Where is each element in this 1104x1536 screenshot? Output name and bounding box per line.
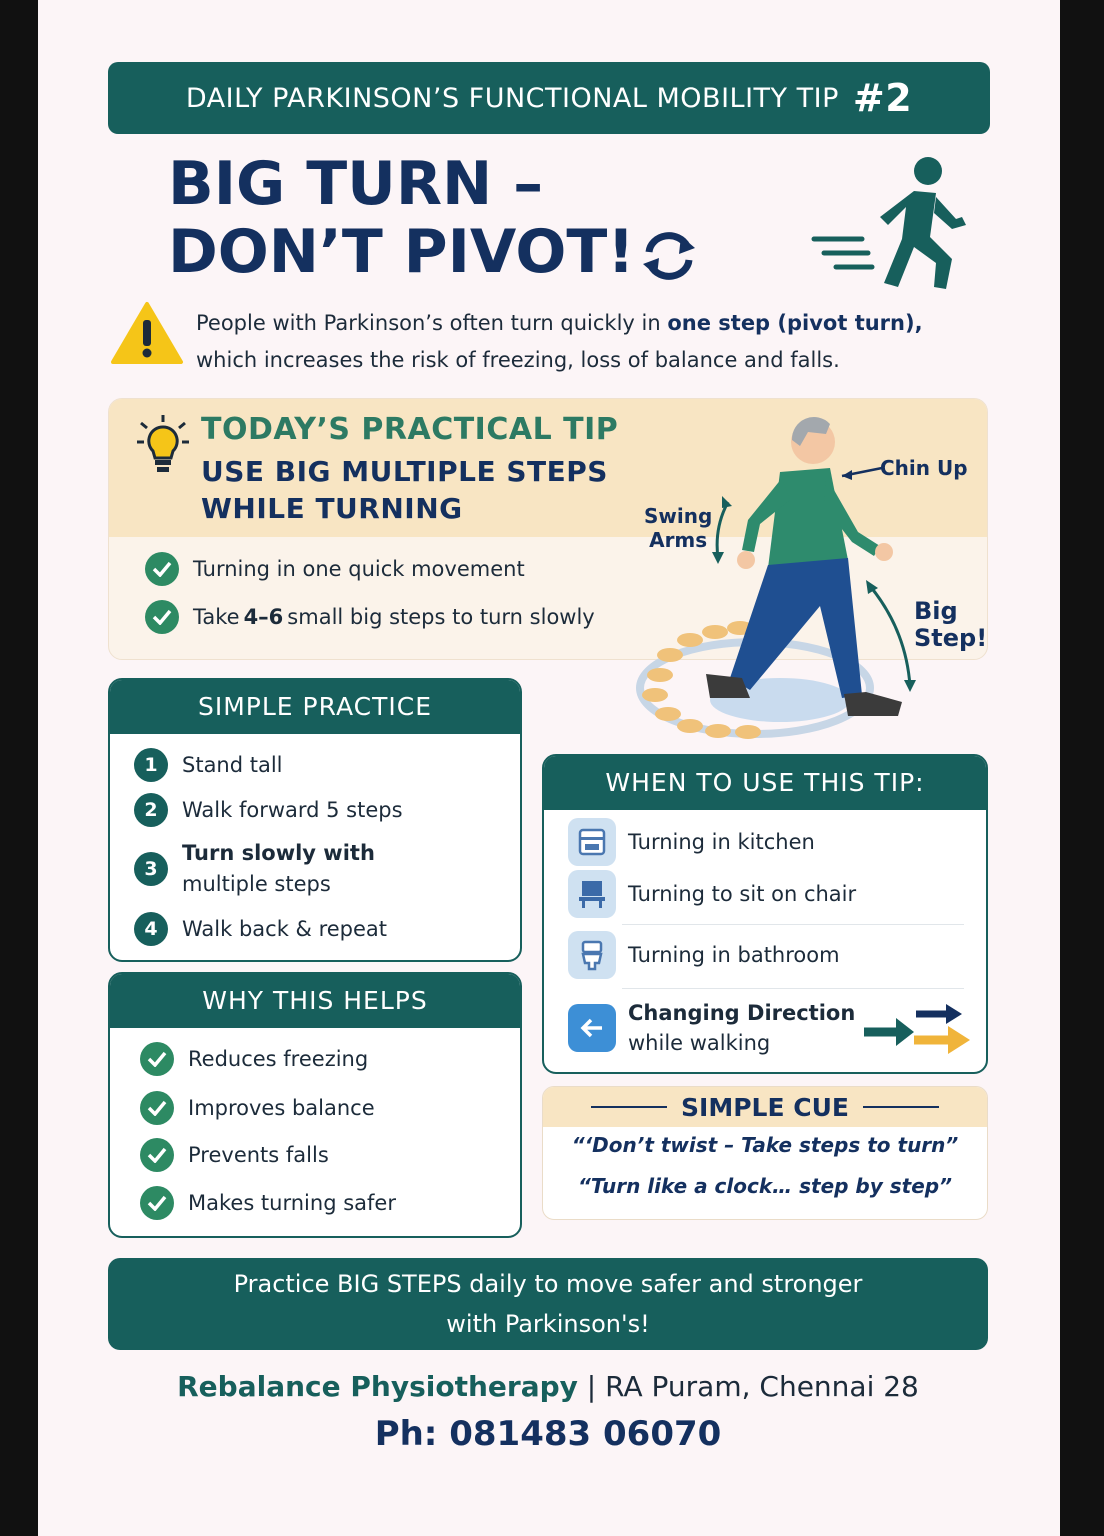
check-icon [140,1091,174,1125]
tip-item [145,552,525,586]
warning-icon [110,300,184,366]
label-swing: Swing [644,504,713,528]
why-item-text: Reduces freezing [188,1047,369,1071]
arrow-left-icon [568,1004,616,1052]
label-swing-arms [644,504,712,552]
why-item [140,1186,396,1220]
step-number: 1 [134,748,168,782]
step-text: Walk forward 5 steps [182,798,403,822]
tip-sub-2: WHILE TURNING [201,492,463,525]
direction-arrows-icon [862,1000,974,1058]
divider [622,988,964,989]
footer-line-1: Practice BIG STEPS daily to move safer and stronger [233,1270,863,1298]
footer-line-2: with Parkinson's! [446,1310,650,1338]
walking-person-icon [810,155,970,295]
why-item [140,1042,368,1076]
practice-step [134,748,283,782]
why-heading: WHY THIS HELPS [110,974,520,1028]
why-item-text: Makes turning safer [188,1191,396,1215]
divider [622,924,964,925]
when-item-text-2: while walking [628,1031,771,1055]
step-text: Stand tall [182,753,283,777]
chair-icon [568,870,616,918]
page-title [168,150,697,286]
cue-line-right [863,1106,939,1108]
when-item [568,870,856,918]
tip-item-text-post: small big steps to turn slowly [287,605,595,629]
title-line-2: DON’T PIVOT! [168,217,635,287]
label-big-step [914,598,987,652]
check-icon [145,552,179,586]
label-step: Step! [914,624,988,652]
lightbulb-icon [135,413,191,475]
why-item [140,1091,375,1125]
practice-step [134,793,403,827]
intro-part-2: which increases the risk of freezing, loss of balance and falls. [196,348,840,372]
cue-quote-1: “‘Don’t twist – Take steps to turn” [571,1133,959,1157]
step-text: Turn slowly with [182,841,375,865]
brand-name: Rebalance Physiotherapy [177,1370,578,1403]
step-text-2: multiple steps [182,872,331,896]
banner-text: DAILY PARKINSON’S FUNCTIONAL MOBILITY TIP [185,82,839,114]
tip-sub-1: USE BIG MULTIPLE STEPS [201,455,608,488]
label-big: Big [914,597,958,625]
when-heading: WHEN TO USE THIS TIP: [544,756,986,810]
cue-heading: SIMPLE CUE [681,1092,849,1122]
step-number: 4 [134,912,168,946]
practice-step [134,912,387,946]
why-item-text: Prevents falls [188,1143,329,1167]
check-icon [140,1186,174,1220]
simple-practice-heading: SIMPLE PRACTICE [110,680,520,734]
intro-text [196,305,976,379]
kitchen-icon [568,818,616,866]
cue-line-left [591,1106,667,1108]
why-item [140,1138,329,1172]
step-number: 2 [134,793,168,827]
simple-cue-box [542,1086,988,1220]
label-chin-up: Chin Up [880,456,968,480]
phone-number: Ph: 081483 06070 [374,1414,722,1454]
why-item-text: Improves balance [188,1096,375,1120]
step-text: Walk back & repeat [182,917,388,941]
intro-part-1: People with Parkinson’s often turn quickly in [196,311,668,335]
tip-item-bold: 4–6 [243,605,284,629]
when-to-use-card [542,754,988,1074]
tip-item-text: Turning in one quick movement [193,557,525,581]
step-number: 3 [134,852,168,886]
brand-location: | RA Puram, Chennai 28 [586,1370,919,1403]
tip-heading: TODAY’S PRACTICAL TIP [201,412,619,447]
when-item [568,998,855,1058]
why-this-helps-card [108,972,522,1238]
practice-step [134,838,375,900]
when-item [568,931,840,979]
label-arms: Arms [649,528,708,552]
cue-header [543,1087,987,1127]
top-banner [108,62,990,134]
tip-number: #2 [852,76,913,120]
when-item-text: Turning in bathroom [628,943,840,967]
check-icon [140,1138,174,1172]
when-item-text: Turning to sit on chair [628,882,857,906]
simple-practice-card [108,678,522,962]
check-icon [140,1042,174,1076]
brand-line [108,1370,988,1403]
tip-subheading [201,453,608,527]
check-icon [145,600,179,634]
tip-item-text-pre: Take [193,605,240,629]
title-line-1: BIG TURN – [168,149,544,219]
intro-bold: one step (pivot turn), [667,311,923,335]
when-item [568,818,815,866]
footer-banner [108,1258,988,1350]
cue-quote-2: “Turn like a clock… step by step” [578,1174,952,1198]
toilet-icon [568,931,616,979]
rotate-icon [641,230,697,280]
when-item-text: Changing Direction [628,1001,856,1025]
tip-item [145,600,595,634]
when-item-text: Turning in kitchen [628,830,815,854]
